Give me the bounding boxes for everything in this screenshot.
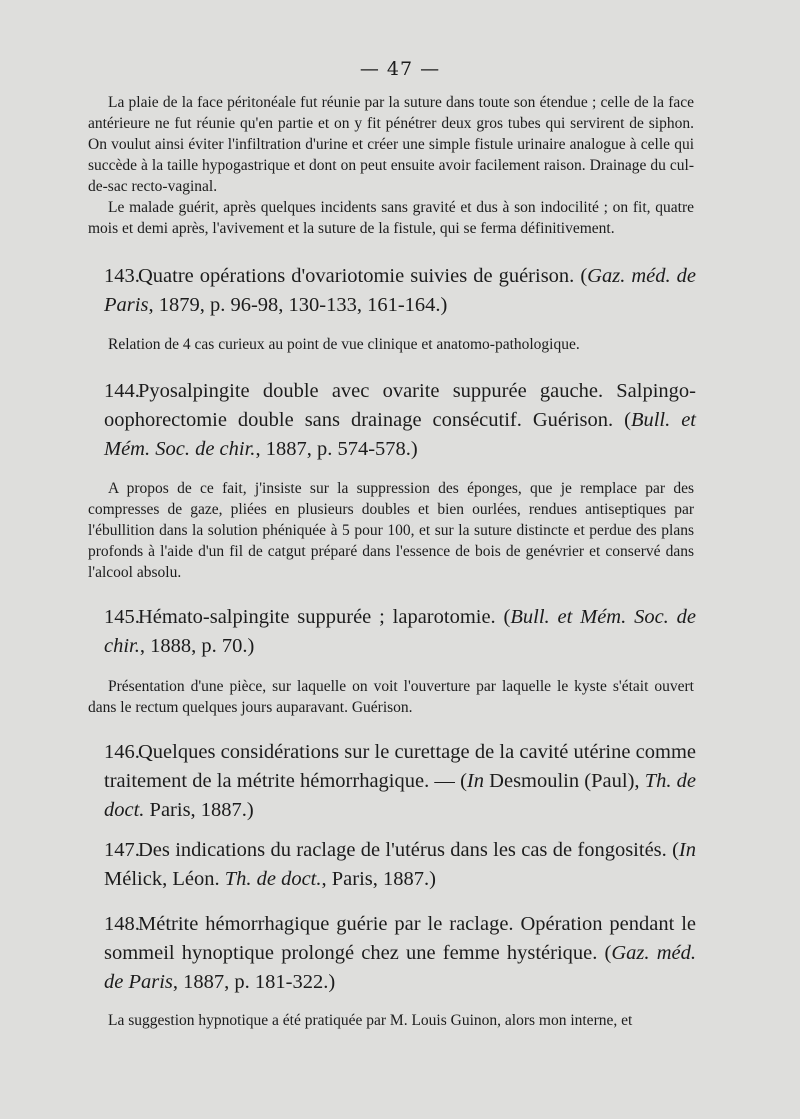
entry-author: Mélick, Léon. xyxy=(104,868,225,890)
continuation-text xyxy=(88,92,694,239)
entry-description xyxy=(88,676,694,718)
in-word: In xyxy=(466,770,484,792)
entry-number: 148. xyxy=(104,913,140,935)
journal-name: Bull. et Mém. Soc. de chir. xyxy=(104,409,696,460)
continuation-paragraph: La plaie de la face péritonéale fut réunie par la suture dans toute son étendue ; celle de la face antérieure ne fut réunie qu'en partie et on y fit pénétrer deux gros tubes qui servirent de siphon. On voulut ainsi éviter l'infiltration d'urine et créer une simple fistule urinaire analogue à celle qui succède à la taille hypogastrique et dont on peut ensuite avoir facilement raison. Drainage du cul-de-sac recto-vaginal. xyxy=(88,94,694,195)
journal-name: Gaz. méd. de Paris xyxy=(104,265,696,316)
entry-title xyxy=(104,836,696,894)
entry-number: 144. xyxy=(104,380,140,402)
entry-reference: , 1879, p. 96-98, 130-133, 161-164.) xyxy=(148,294,448,316)
entry-title-text: Quatre opérations d'ovariotomie suivies de guérison. ( xyxy=(138,265,588,287)
entry-description xyxy=(88,1010,694,1031)
journal-name: Gaz. méd. de Paris xyxy=(104,942,696,993)
entry-title-text: Métrite hémorrhagique guérie par le raclage. Opération pendant le sommeil hynoptique prolongé chez une femme hystérique. ( xyxy=(104,913,696,964)
entry-reference: , 1887, p. 181-322.) xyxy=(172,971,336,993)
journal-name: Bull. et Mém. Soc. de chir. xyxy=(104,606,696,657)
entry-title xyxy=(104,603,696,661)
entry-reference: , 1888, p. 70.) xyxy=(139,635,255,657)
entry-author: Desmoulin (Paul), xyxy=(483,770,645,792)
journal-name: Th. de doct. xyxy=(224,868,322,890)
entry-number: 146. xyxy=(104,741,140,763)
entry-title-text: Hémato-salpingite suppurée ; laparotomie. ( xyxy=(138,606,511,628)
entry-number: 143. xyxy=(104,265,140,287)
entry-title-text: Pyosalpingite double avec ovarite suppurée gauche. Salpingo-oophorectomie double sans drainage consécutif. Guérison. ( xyxy=(104,380,696,431)
entry-description xyxy=(88,334,694,355)
entry-title xyxy=(104,262,696,320)
description-paragraph: La suggestion hypnotique a été pratiquée par M. Louis Guinon, alors mon interne, et xyxy=(108,1012,633,1029)
description-paragraph: Présentation d'une pièce, sur laquelle on voit l'ouverture par laquelle le kyste s'était ouvert dans le rectum quelques jours auparavant. Guérison. xyxy=(88,678,694,716)
entry-title xyxy=(104,738,696,825)
entry-title xyxy=(104,377,696,464)
journal-name: Th. de doct. xyxy=(104,770,697,821)
entry-title-text: Quelques considérations sur le curettage de la cavité utérine comme traitement de la métrite hémorrhagique. — ( xyxy=(104,741,696,792)
description-paragraph: Relation de 4 cas curieux au point de vue clinique et anatomo-pathologique. xyxy=(108,336,580,353)
in-word: In xyxy=(678,839,696,861)
entry-reference: Paris, 1887.) xyxy=(144,799,254,821)
entry-number: 145. xyxy=(104,606,140,628)
page-number: — 47 — xyxy=(359,58,441,80)
entry-number: 147. xyxy=(104,839,140,861)
continuation-paragraph: Le malade guérit, après quelques incidents sans gravité et dus à son indocilité ; on fit, quatre mois et demi après, l'avivement et la suture de la fistule, qui se ferma définitivement. xyxy=(88,199,694,237)
description-paragraph: A propos de ce fait, j'insiste sur la suppression des éponges, que je remplace par des compresses de gaze, pliées en plusieurs doubles et bien ourlées, rendues antiseptiques par l'ébullition dans la solution phéniquée à 5 pour 100, et sur la suture distincte et perdue des plans profonds à l'aide d'un fil de catgut préparé dans l'essence de bois de genévrier et conservé dans l'alcool absolu. xyxy=(88,480,694,581)
entry-title-text: Des indications du raclage de l'utérus dans les cas de fongosités. ( xyxy=(138,839,679,861)
entry-title xyxy=(104,910,696,997)
entry-description xyxy=(88,478,694,583)
entry-reference: , Paris, 1887.) xyxy=(321,868,436,890)
entry-reference: , 1887, p. 574-578.) xyxy=(255,438,418,460)
